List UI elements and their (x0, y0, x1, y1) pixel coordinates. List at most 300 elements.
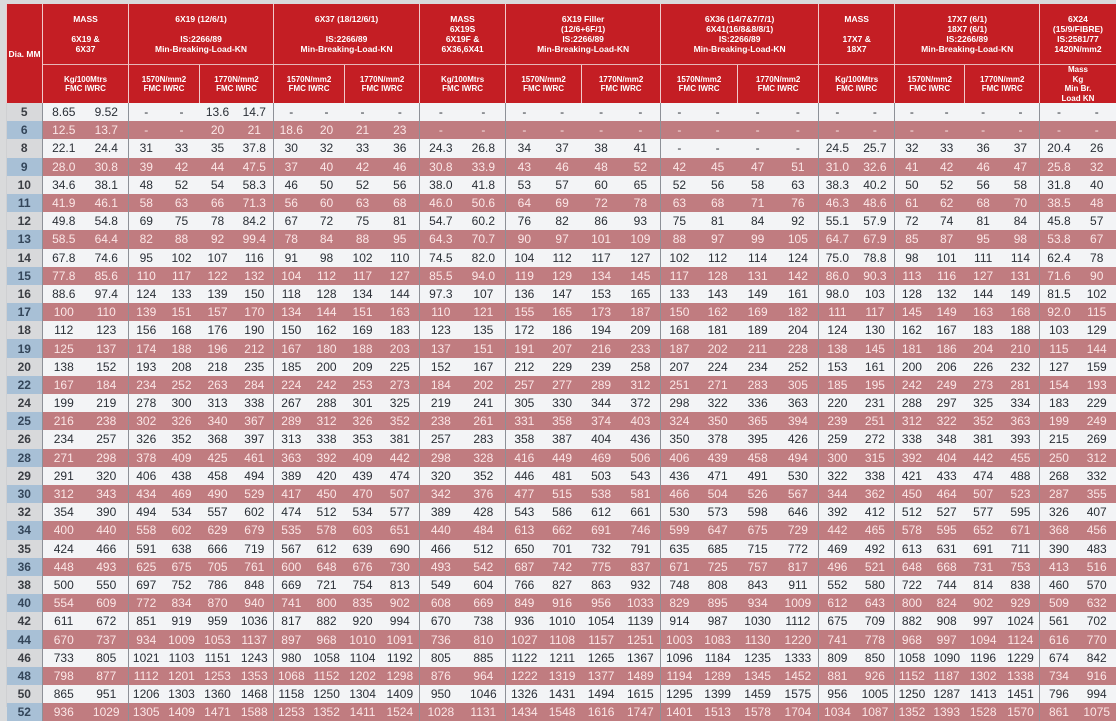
table-cell: 168 (661, 321, 698, 339)
table-cell: 116 (929, 267, 965, 285)
table-cell: 70.7 (462, 230, 506, 248)
table-cell: 62 (929, 194, 965, 212)
table-cell: 1124 (1002, 630, 1040, 648)
table-cell: 956 (582, 594, 621, 612)
table-cell: 608 (420, 594, 462, 612)
table-cell: 46.0 (420, 194, 462, 212)
dia-cell: 48 (7, 667, 43, 685)
table-cell: 474 (381, 467, 420, 485)
table-cell: 1253 (200, 667, 236, 685)
table-cell: 229 (543, 358, 582, 376)
table-cell: 1202 (345, 667, 381, 685)
table-cell: 881 (819, 667, 856, 685)
table-cell: 950 (420, 685, 462, 703)
table-cell: 744 (929, 576, 965, 594)
table-cell: 1401 (661, 703, 698, 721)
table-cell: 312 (895, 412, 929, 430)
table-cell: 885 (462, 649, 506, 667)
table-cell: 675 (738, 521, 778, 539)
table-row (7, 139, 1116, 157)
table-cell: 8.65 (43, 103, 85, 121)
table-cell: - (929, 121, 965, 139)
table-cell: 929 (1002, 594, 1040, 612)
table-cell: 185 (274, 358, 309, 376)
table-cell: 1570 (1002, 703, 1040, 721)
table-cell: 702 (1078, 612, 1116, 630)
dia-cell: 17 (7, 303, 43, 321)
table-cell: 1287 (929, 685, 965, 703)
table-cell: 152 (420, 358, 462, 376)
table-cell: 153 (582, 285, 621, 303)
table-cell: 465 (856, 521, 895, 539)
table-cell: 1096 (661, 649, 698, 667)
table-cell: 426 (778, 430, 819, 448)
table-cell: 234 (738, 358, 778, 376)
table-cell: 92 (200, 230, 236, 248)
table-cell: 493 (85, 558, 129, 576)
table-cell: 1194 (661, 667, 698, 685)
table-row (7, 176, 1116, 194)
table-cell: 389 (420, 503, 462, 521)
table-cell: 598 (738, 503, 778, 521)
table-cell: 54.7 (420, 212, 462, 230)
table-cell: - (543, 121, 582, 139)
table-cell: 389 (274, 467, 309, 485)
table-cell: - (129, 121, 164, 139)
table-cell: 271 (698, 376, 738, 394)
table-cell: 202 (698, 339, 738, 357)
table-row (7, 503, 1116, 521)
table-cell: 173 (582, 303, 621, 321)
table-cell: 322 (698, 394, 738, 412)
table-cell: 271 (43, 449, 85, 467)
table-cell: 392 (819, 503, 856, 521)
table-cell: - (164, 103, 200, 121)
table-cell: 259 (819, 430, 856, 448)
table-body (7, 103, 1116, 721)
table-cell: 300 (164, 394, 200, 412)
table-cell: 810 (462, 630, 506, 648)
table-cell: 1298 (381, 667, 420, 685)
table-cell: 1704 (778, 703, 819, 721)
table-cell: 407 (1078, 503, 1116, 521)
table-cell: 145 (856, 339, 895, 357)
group-header-line: IS:2581/77 (1057, 34, 1099, 44)
table-cell: 42 (929, 158, 965, 176)
table-cell: 41 (895, 158, 929, 176)
group-header-line: 6X37 (18/12/6/1) (314, 14, 379, 24)
sub-header-line: FMC IWRC (678, 84, 720, 93)
table-cell: 139 (129, 303, 164, 321)
table-cell: 629 (200, 521, 236, 539)
table-cell: 58.3 (236, 176, 274, 194)
table-cell: 1151 (200, 649, 236, 667)
dia-cell: 13 (7, 230, 43, 248)
table-cell: 1489 (621, 667, 661, 685)
table-cell: 78 (200, 212, 236, 230)
table-cell: 493 (420, 558, 462, 576)
table-cell: 95 (381, 230, 420, 248)
table-cell: 897 (274, 630, 309, 648)
table-cell: 378 (698, 430, 738, 448)
table-cell: 56 (965, 176, 1002, 194)
table-cell: 916 (1078, 667, 1116, 685)
sub-header-line: FMC IWRC (288, 84, 330, 93)
table-cell: 42 (661, 158, 698, 176)
sub-header-line: FMC IWRC (361, 84, 403, 93)
table-cell: 24.5 (819, 139, 856, 157)
table-cell: 129 (543, 267, 582, 285)
table-cell: 252 (164, 376, 200, 394)
table-cell: 591 (129, 540, 164, 558)
table-cell: - (129, 103, 164, 121)
table-cell: 112 (543, 249, 582, 267)
table-cell: 133 (661, 285, 698, 303)
table-cell: 88 (164, 230, 200, 248)
table-cell: 134 (582, 267, 621, 285)
table-cell: 1068 (274, 667, 309, 685)
table-cell: 45.8 (1040, 212, 1078, 230)
table-cell: 111 (965, 249, 1002, 267)
table-cell: 980 (274, 649, 309, 667)
table-cell: 481 (543, 467, 582, 485)
table-cell: - (309, 103, 345, 121)
dia-cell: 40 (7, 594, 43, 612)
table-cell: 162 (895, 321, 929, 339)
table-cell: 968 (309, 630, 345, 648)
table-cell: 506 (621, 449, 661, 467)
table-cell: 14.7 (236, 103, 274, 121)
table-row (7, 703, 1116, 721)
table-cell: 53.8 (1040, 230, 1078, 248)
table-cell: 1139 (621, 612, 661, 630)
table-cell: 115 (1078, 303, 1116, 321)
table-cell: 742 (543, 558, 582, 576)
table-cell: 25.8 (1040, 158, 1078, 176)
table-cell: 895 (698, 594, 738, 612)
table-cell: - (738, 103, 778, 121)
sub-header-line: Min Br. (1064, 84, 1092, 93)
table-cell: 363 (1002, 412, 1040, 430)
table-cell: 249 (929, 376, 965, 394)
sub-header (129, 65, 200, 104)
table-cell: 733 (43, 649, 85, 667)
table-cell: 612 (582, 503, 621, 521)
table-cell: 315 (856, 449, 895, 467)
table-cell: 355 (1078, 485, 1116, 503)
table-cell: 150 (274, 321, 309, 339)
table-cell: 40.2 (856, 176, 895, 194)
table-cell: 63 (778, 176, 819, 194)
sub-header (506, 65, 582, 104)
table-cell: 400 (43, 521, 85, 539)
table-cell: 436 (621, 430, 661, 448)
table-cell: 135 (462, 321, 506, 339)
table-cell: 1411 (345, 703, 381, 721)
table-cell: 352 (965, 412, 1002, 430)
table-cell: 186 (543, 321, 582, 339)
table-cell: 33 (345, 139, 381, 157)
table-cell: 705 (200, 558, 236, 576)
table-cell: 38.0 (420, 176, 462, 194)
table-cell: 67 (274, 212, 309, 230)
table-cell: 71 (738, 194, 778, 212)
table-cell: 41.8 (462, 176, 506, 194)
table-cell: 41.9 (43, 194, 85, 212)
table-cell: 1009 (164, 630, 200, 648)
table-cell: 95 (129, 249, 164, 267)
table-cell: 503 (582, 467, 621, 485)
table-cell: 112 (43, 321, 85, 339)
table-cell: 1091 (381, 630, 420, 648)
table-cell: 934 (129, 630, 164, 648)
table-cell: 20 (309, 121, 345, 139)
table-cell: 643 (856, 594, 895, 612)
table-cell: 1222 (506, 667, 543, 685)
table-cell: - (895, 121, 929, 139)
table-cell: 719 (236, 540, 274, 558)
table-cell: 84 (738, 212, 778, 230)
table-cell: 470 (345, 485, 381, 503)
table-cell: 225 (381, 358, 420, 376)
sub-header (582, 65, 661, 104)
table-cell: 791 (621, 540, 661, 558)
table-cell: 127 (965, 267, 1002, 285)
table-cell: 573 (698, 503, 738, 521)
table-cell: 338 (309, 430, 345, 448)
table-cell: 638 (164, 540, 200, 558)
table-cell: 1122 (506, 649, 543, 667)
sub-header-line: 1770N/mm2 (214, 74, 259, 84)
table-cell: 13.7 (85, 121, 129, 139)
sub-header-line: Kg (1072, 74, 1084, 84)
table-cell: 439 (698, 449, 738, 467)
group-header-line (129, 24, 273, 34)
table-cell: 88 (345, 230, 381, 248)
table-cell: 870 (200, 594, 236, 612)
table-cell: 458 (200, 467, 236, 485)
group-header-line: MASS (73, 14, 98, 24)
table-cell: 968 (895, 630, 929, 648)
sub-header (43, 65, 129, 104)
table-cell: 110 (129, 267, 164, 285)
table-cell: 101 (929, 249, 965, 267)
table-cell: 428 (462, 503, 506, 521)
table-cell: 147 (543, 285, 582, 303)
table-cell: 561 (1040, 612, 1078, 630)
table-cell: 183 (1040, 394, 1078, 412)
table-cell: 34.6 (43, 176, 85, 194)
sub-header-line: Kg/100Mtrs (835, 74, 879, 84)
table-cell: 421 (895, 467, 929, 485)
table-cell: 581 (621, 485, 661, 503)
table-row (7, 194, 1116, 212)
table-cell: 577 (965, 503, 1002, 521)
table-cell: 549 (420, 576, 462, 594)
table-cell: 1036 (236, 612, 274, 630)
table-cell: 365 (738, 412, 778, 430)
table-cell: 1104 (345, 649, 381, 667)
wire-rope-spec-table (6, 4, 1116, 721)
table-cell: 877 (85, 667, 129, 685)
table-cell: 74.6 (85, 249, 129, 267)
table-cell: 1030 (738, 612, 778, 630)
table-cell: 232 (1002, 358, 1040, 376)
table-cell: 603 (345, 521, 381, 539)
table-cell: 249 (1078, 412, 1116, 430)
dia-cell: 50 (7, 685, 43, 703)
table-cell: 442 (965, 449, 1002, 467)
table-cell: 1548 (543, 703, 582, 721)
table-cell: 157 (200, 303, 236, 321)
table-cell: 1010 (543, 612, 582, 630)
table-cell: 136 (506, 285, 543, 303)
table-cell: 63 (345, 194, 381, 212)
dia-mm-header: Dia. MM (7, 4, 43, 103)
table-cell: 381 (965, 430, 1002, 448)
table-cell: 131 (1002, 267, 1040, 285)
table-cell: 162 (698, 303, 738, 321)
group-header-line: Min-Breaking-Load-KN (154, 44, 248, 54)
table-cell: 368 (1040, 521, 1078, 539)
table-cell: 338 (856, 467, 895, 485)
table-cell: 98.0 (819, 285, 856, 303)
table-cell: 1201 (164, 667, 200, 685)
sub-header-line: FMC IWRC (65, 84, 106, 93)
dia-cell: 30 (7, 485, 43, 503)
table-cell: 580 (856, 576, 895, 594)
table-cell: 1471 (200, 703, 236, 721)
table-cell: 567 (778, 485, 819, 503)
table-cell: 920 (345, 612, 381, 630)
table-cell: 204 (778, 321, 819, 339)
sub-header-line: 1770N/mm2 (598, 74, 644, 84)
table-cell: 997 (929, 630, 965, 648)
table-cell: 1196 (965, 649, 1002, 667)
table-cell: 121 (462, 303, 506, 321)
table-cell: 74 (929, 212, 965, 230)
table-cell: 127 (381, 267, 420, 285)
table-cell: 709 (856, 612, 895, 630)
table-cell: 169 (738, 303, 778, 321)
table-cell: 82 (543, 212, 582, 230)
table-cell: 570 (1078, 576, 1116, 594)
table-cell: 33.9 (462, 158, 506, 176)
table-cell: 145 (621, 267, 661, 285)
table-cell: 417 (274, 485, 309, 503)
table-cell: 448 (43, 558, 85, 576)
table-cell: 395 (738, 430, 778, 448)
table-cell: 353 (345, 430, 381, 448)
dia-cell: 35 (7, 540, 43, 558)
table-cell: 277 (543, 376, 582, 394)
table-cell: 97 (698, 230, 738, 248)
table-cell: 251 (856, 412, 895, 430)
table-cell: 772 (129, 594, 164, 612)
table-cell: 436 (661, 467, 698, 485)
table-cell: 483 (1078, 540, 1116, 558)
table-cell: 193 (1078, 376, 1116, 394)
table-cell: - (661, 139, 698, 157)
dia-cell: 28 (7, 449, 43, 467)
table-cell: 932 (621, 576, 661, 594)
table-cell: 362 (856, 485, 895, 503)
table-cell: 112 (309, 267, 345, 285)
table-cell: 46 (965, 158, 1002, 176)
table-cell: 652 (965, 521, 1002, 539)
table-cell: 189 (738, 321, 778, 339)
table-cell: 1152 (309, 667, 345, 685)
table-cell: 527 (929, 503, 965, 521)
group-header (420, 4, 506, 65)
table-cell: 46.3 (819, 194, 856, 212)
table-cell: 33 (929, 139, 965, 157)
group-header-line: IS:2266/89 (180, 34, 222, 44)
table-cell: 30 (274, 139, 309, 157)
table-cell: 46.1 (85, 194, 129, 212)
table-cell: 184 (420, 376, 462, 394)
table-cell: 50 (309, 176, 345, 194)
table-cell: 1289 (698, 667, 738, 685)
table-cell: 45 (698, 158, 738, 176)
sub-header-line: 1570N/mm2 (907, 74, 952, 84)
table-cell: 372 (621, 394, 661, 412)
table-cell: 805 (85, 649, 129, 667)
table-cell: 151 (345, 303, 381, 321)
table-cell: 509 (1040, 594, 1078, 612)
table-cell: 101 (582, 230, 621, 248)
table-cell: 263 (200, 376, 236, 394)
table-cell: - (778, 103, 819, 121)
table-cell: 43 (506, 158, 543, 176)
table-cell: 1616 (582, 703, 621, 721)
table-cell: 363 (274, 449, 309, 467)
table-cell: 914 (661, 612, 698, 630)
table-cell: 433 (929, 467, 965, 485)
table-cell: 90 (506, 230, 543, 248)
table-cell: - (698, 121, 738, 139)
table-cell: 940 (236, 594, 274, 612)
table-cell: 75 (164, 212, 200, 230)
group-header-line: 18X7 (6/1) (947, 24, 988, 34)
table-cell: 578 (309, 521, 345, 539)
table-cell: 1053 (200, 630, 236, 648)
table-cell: 183 (381, 321, 420, 339)
table-cell: 674 (1040, 649, 1078, 667)
table-cell: 721 (309, 576, 345, 594)
table-cell: 456 (1078, 521, 1116, 539)
table-cell: 404 (929, 449, 965, 467)
table-cell: 18.6 (274, 121, 309, 139)
table-cell: 149 (1002, 285, 1040, 303)
table-cell: 60 (309, 194, 345, 212)
table-cell: - (778, 121, 819, 139)
table-cell: 558 (129, 521, 164, 539)
table-cell: 1353 (236, 667, 274, 685)
table-cell: 908 (929, 612, 965, 630)
group-header-line: 6X41(16/8&8/8/1) (706, 24, 774, 34)
table-cell: 1345 (738, 667, 778, 685)
table-row (7, 230, 1116, 248)
table-cell: 312 (309, 412, 345, 430)
sub-header (274, 65, 345, 104)
table-cell: 861 (1040, 703, 1078, 721)
sub-header-line: Kg/100Mtrs (441, 74, 485, 84)
table-cell: 57 (1078, 212, 1116, 230)
table-cell: 67 (1078, 230, 1116, 248)
dia-cell: 15 (7, 267, 43, 285)
table-cell: 63 (661, 194, 698, 212)
